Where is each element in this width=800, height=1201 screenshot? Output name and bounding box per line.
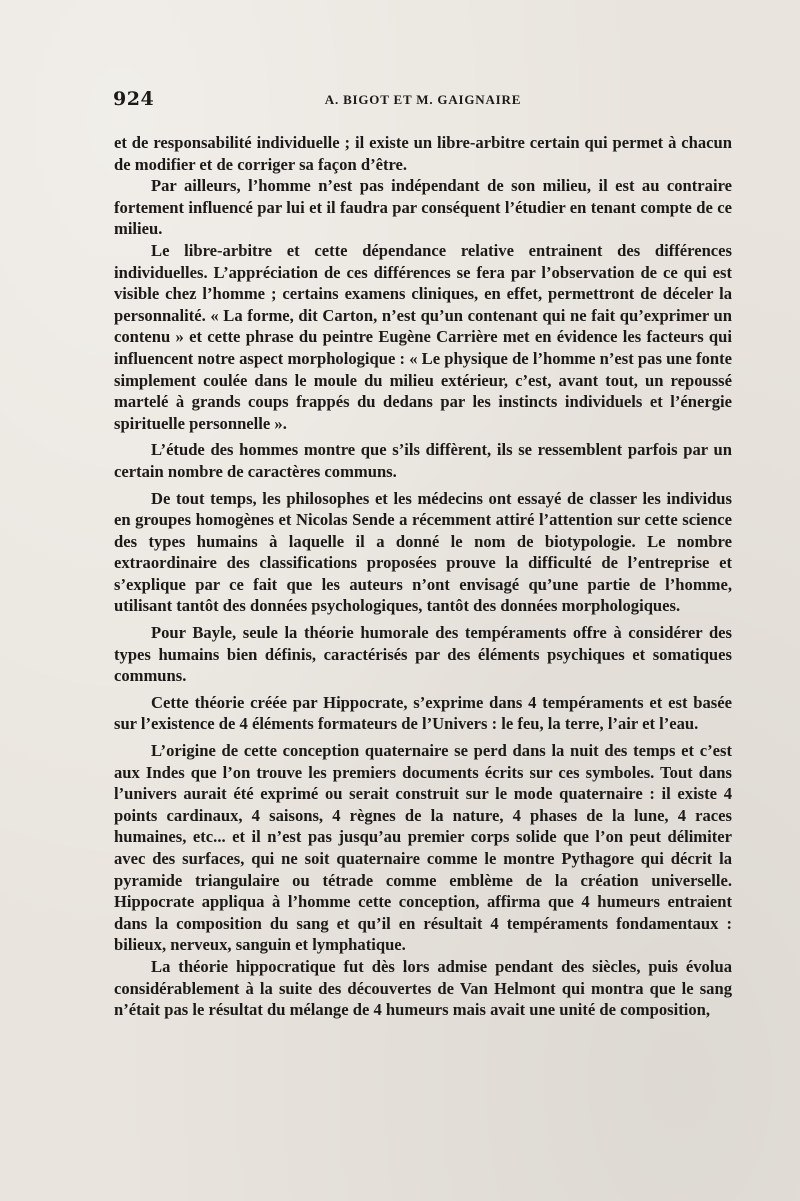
- paragraph: La théorie hippocratique fut dès lors admise pendant des siècles, puis évolua considérablement à la suite des découvertes de Van Helmont qui montra que le sang n’était pas le résultat du mélange de 4 humeurs mais avait une unité de composition,: [114, 956, 732, 1020]
- paragraph: Cette théorie créée par Hippocrate, s’exprime dans 4 tempéraments et est basée sur l’existence de 4 éléments formateurs de l’Univers : le feu, la terre, l’air et l’eau.: [114, 692, 732, 734]
- paragraph: et de responsabilité individuelle ; il existe un libre-arbitre certain qui permet à chacun de modifier et de corriger sa façon d’être.: [114, 133, 732, 174]
- paragraph: Par ailleurs, l’homme n’est pas indépendant de son milieu, il est au contraire fortement influencé par lui et il faudra par conséquent l’étudier en tenant compte de ce milieu.: [114, 176, 732, 239]
- running-head: A. BIGOT ET M. GAIGNAIRE: [324, 92, 522, 107]
- page-number: 924: [113, 88, 155, 110]
- body-text: [114, 132, 732, 1021]
- paragraph: L’origine de cette conception quaternaire se perd dans la nuit des temps et c’est aux Indes que l’on trouve les premiers documents écrits sur ces symboles. Tout dans l’univers aurait été exprimé ou serait construit sur le mode quaternaire : il existe 4 points cardinaux, 4 saisons, 4 règnes de la nature, 4 phases de la lune, 4 races humaines, etc... et il n’est pas jusqu’au premier corps solide que l’on peut délimiter avec des surfaces, qui ne soit quaternaire comme le montre Pythagore qui décrit la pyramide triangulaire ou tétrade comme emblème de la création universelle. Hippocrate appliqua à l’homme cette conception, affirma que 4 humeurs entraient dans la composition du sang et qu’il en résultait 4 tempéraments fondamentaux : bilieux, nerveux, sanguin et lymphatique.: [114, 741, 732, 955]
- paragraph: De tout temps, les philosophes et les médecins ont essayé de classer les individus en groupes homogènes et Nicolas Sende a récemment attiré l’attention sur cette science des types humains à laquelle il a donné le nom de biotypologie. Le nombre extraordinaire des classifications proposées prouve la difficulté de l’entreprise et s’explique par ce fait que les auteurs n’ont envisagé qu’une partie de l’homme, utilisant tantôt des données psychologiques, tantôt des données morphologiques.: [114, 488, 732, 616]
- page-header: [113, 88, 733, 114]
- paragraph: L’étude des hommes montre que s’ils diffèrent, ils se ressemblent parfois par un certain nombre de caractères communs.: [114, 440, 732, 481]
- paragraph: Le libre-arbitre et cette dépendance relative entrainent des différences individuelles. L’appréciation de ces différences se fera par l’observation de ce qui est visible chez l’homme ; certains examens cliniques, en effet, permettront de déceler la personnalité. « La forme, dit Carton, n’est qu’un contenant qui ne fait qu’exprimer un contenu » et cette phrase du peintre Eugène Carrière met en évidence les facteurs qui influencent notre aspect morphologique : « Le physique de l’homme n’est pas une fonte simplement coulée dans le moule du milieu extérieur, c’est, avant tout, un repoussé martelé à grands coups frappés du dedans par les instincts individuels et l’énergie spirituelle personnelle ».: [114, 240, 732, 433]
- paragraph: Pour Bayle, seule la théorie humorale des tempéraments offre à considérer des types humains bien définis, caractérisés par des éléments psychiques et somatiques communs.: [114, 623, 732, 686]
